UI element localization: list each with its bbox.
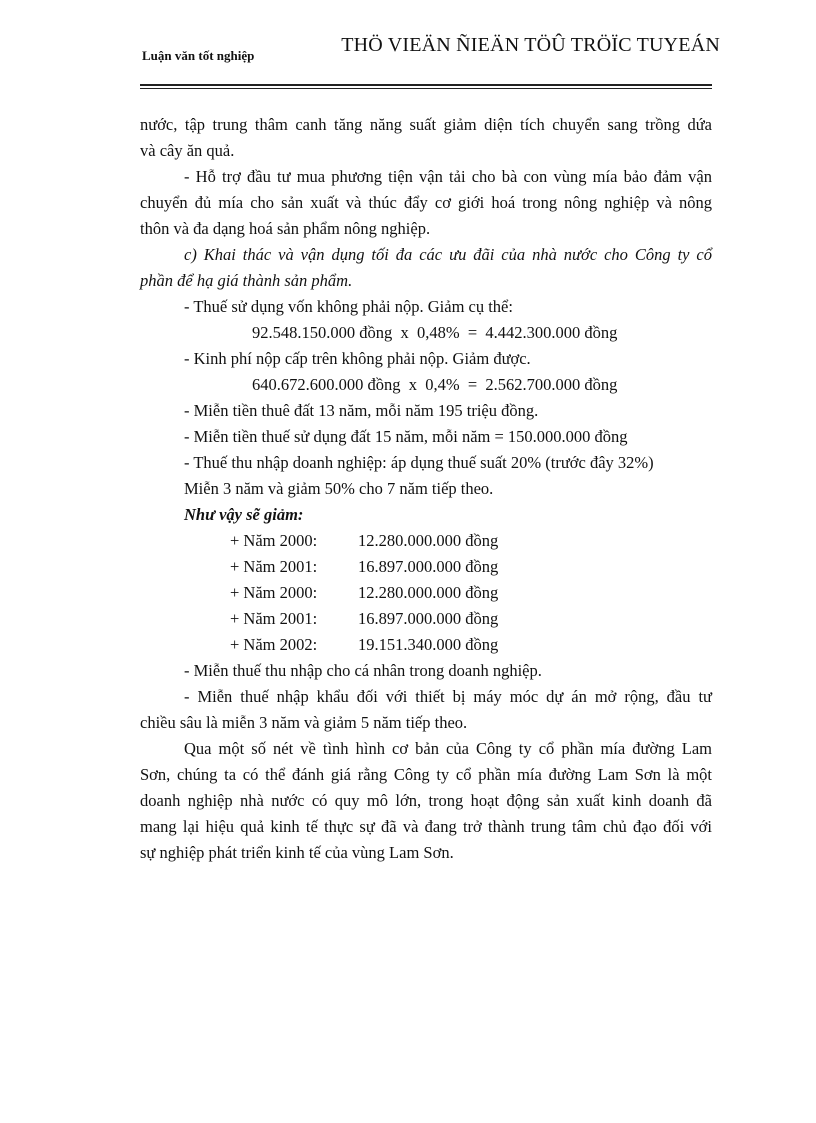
text-line: nước, tập trung thâm canh tăng năng suất giảm diện tích chuyển sang trồng dứa: [140, 115, 712, 134]
text-line: và cây ăn quả.: [140, 141, 235, 160]
page-header: [140, 28, 720, 68]
document-body: [140, 112, 712, 866]
year-row: [140, 554, 712, 580]
year-label: + Năm 2001:: [230, 609, 318, 628]
year-label: + Năm 2000:: [230, 583, 318, 602]
year-label: + Năm 2002:: [230, 635, 318, 654]
year-label: + Năm 2000:: [230, 531, 318, 550]
text-line: Miễn 3 năm và giảm 50% cho 7 năm tiếp theo.: [184, 479, 494, 498]
year-row: [140, 606, 712, 632]
text-line: - Miễn thuế nhập khẩu đối với thiết bị máy móc dự án mở rộng, đầu tư: [184, 687, 712, 706]
year-amount: 12.280.000.000 đồng: [358, 583, 499, 602]
section-heading-c: c) Khai thác và vận dụng tối đa các ưu đãi của nhà nước cho Công ty cổ: [184, 245, 712, 264]
year-row: [140, 580, 712, 606]
year-amount: 16.897.000.000 đồng: [358, 557, 499, 576]
conclusion-line: sự nghiệp phát triển kinh tế của vùng Lam Sơn.: [140, 843, 454, 862]
text-line: chuyển đủ mía cho sản xuất và thúc đẩy cơ giới hoá trong nông nghiệp và nông: [140, 193, 712, 212]
text-line: chiều sâu là miễn 3 năm và giảm 5 năm tiếp theo.: [140, 713, 468, 732]
header-divider: [140, 84, 712, 89]
calculation-line: 92.548.150.000 đồng x 0,48% = 4.442.300.000 đồng: [252, 323, 618, 342]
year-amount: 16.897.000.000 đồng: [358, 609, 499, 628]
conclusion-line: Qua một số nét về tình hình cơ bản của Công ty cổ phần mía đường Lam: [184, 739, 712, 758]
year-list: [140, 528, 712, 658]
summary-heading: Như vậy sẽ giảm:: [184, 505, 304, 524]
year-amount: 12.280.000.000 đồng: [358, 531, 499, 550]
text-line: - Thuế sử dụng vốn không phải nộp. Giảm cụ thể:: [184, 297, 513, 316]
text-line: thôn và đa dạng hoá sản phẩm nông nghiệp.: [140, 219, 431, 238]
conclusion-line: doanh nghiệp nhà nước có quy mô lớn, trong hoạt động sản xuất kinh doanh đã: [140, 791, 712, 810]
year-row: [140, 528, 712, 554]
year-label: + Năm 2001:: [230, 557, 318, 576]
year-row: [140, 632, 712, 658]
text-line: - Kinh phí nộp cấp trên không phải nộp. Giảm được.: [184, 349, 531, 368]
text-line: - Miễn thuế thu nhập cho cá nhân trong doanh nghiệp.: [184, 661, 542, 680]
conclusion-line: Sơn, chúng ta có thể đánh giá rằng Công ty cổ phần mía đường Lam Sơn là một: [140, 765, 712, 784]
year-amount: 19.151.340.000 đồng: [358, 635, 499, 654]
section-heading-c-cont: phần để hạ giá thành sản phẩm.: [140, 271, 353, 290]
text-line: - Thuế thu nhập doanh nghiệp: áp dụng thuế suất 20% (trước đây 32%): [184, 453, 654, 472]
calculation-line: 640.672.600.000 đồng x 0,4% = 2.562.700.000 đồng: [252, 375, 618, 394]
text-line: - Miễn tiền thuế sử dụng đất 15 năm, mỗi năm = 150.000.000 đồng: [184, 427, 628, 446]
library-title: THÖ VIEÄN ÑIEÄN TÖÛ TRÖÏC TUYEÁN: [341, 34, 720, 56]
thesis-label: Luận văn tốt nghiệp: [142, 48, 255, 63]
text-line: - Hỗ trợ đầu tư mua phương tiện vận tải cho bà con vùng mía bảo đảm vận: [184, 167, 712, 186]
conclusion-line: mang lại hiệu quả kinh tế thực sự đã và đang trở thành trung tâm chủ đạo đối với: [140, 817, 712, 836]
text-line: - Miễn tiền thuê đất 13 năm, mỗi năm 195 triệu đồng.: [184, 401, 539, 420]
